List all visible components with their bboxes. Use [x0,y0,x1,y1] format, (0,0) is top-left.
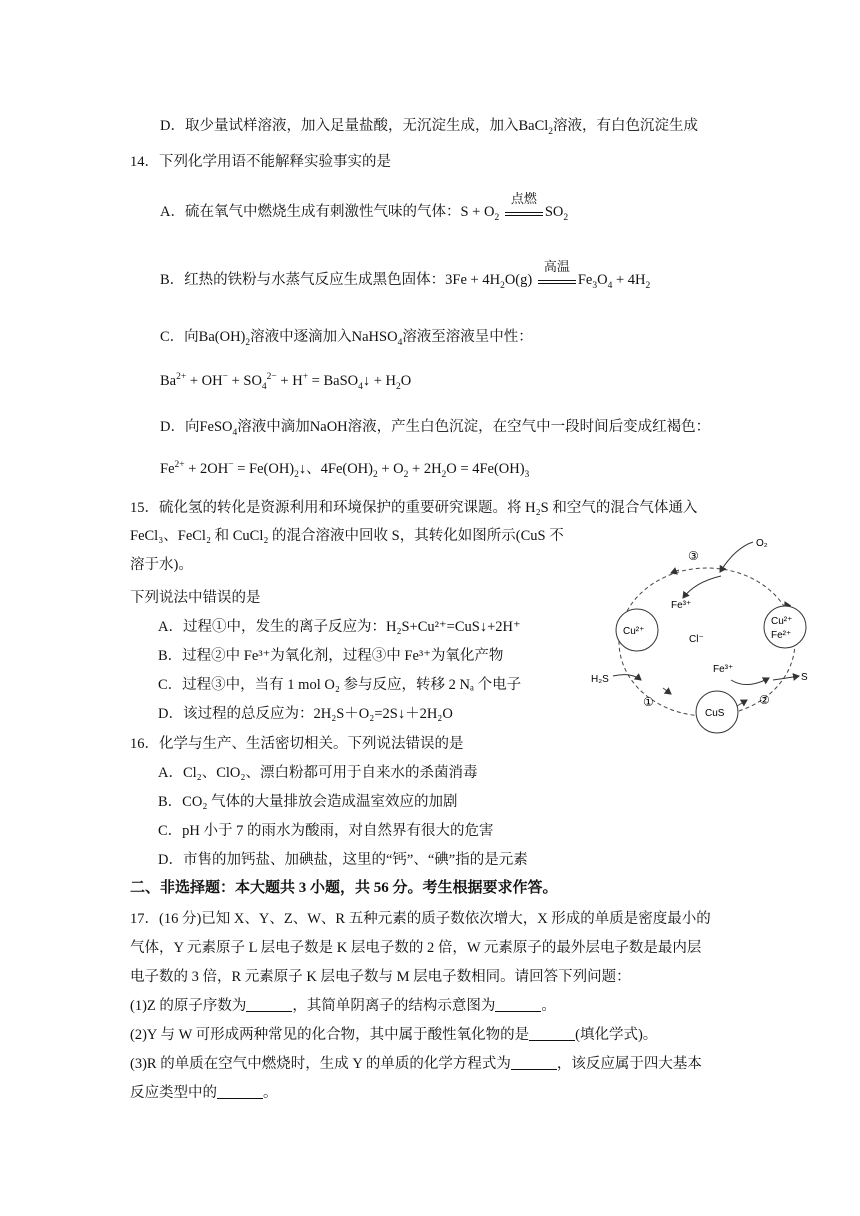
q15-stem-line4: 下列说法中错误的是 [130,590,261,606]
q17-line3: 电子数的 3 倍，R 元素原子 K 层电子数与 M 层电子数相同。请回答下列问题： [130,969,631,985]
sulfur-recovery-cycle-diagram [585,530,825,740]
q17-line1: 17．(16 分)已知 X、Y、Z、W、R 五种元素的质子数依次增大，X 形成的单质是密度最小的 [130,911,711,927]
q15-stem-line2: FeCl₃、FeCl₂ 和 CuCl₂ 的混合溶液中回收 S，其转化如图所示(CuS 不 [130,528,564,544]
q14-stem: 14．下列化学用语不能解释实验事实的是 [130,154,391,170]
cu-fe-top-label: Cu²⁺ [771,616,793,627]
q17-line2: 气体，Y 元素原子 L 层电子数是 K 层电子数的 2 倍，W 元素原子的最外层电子数是最内层 [130,940,702,956]
q16-stem: 16．化学与生产、生活密切相关。下列说法错误的是 [130,736,464,752]
answer-blank[interactable] [217,1084,263,1099]
answer-blank[interactable] [529,1026,575,1041]
q15-option-d: D．该过程的总反应为：2H₂S＋O₂=2S↓＋2H₂O [158,706,453,722]
q17-part2: (2)Y 与 W 可形成两种常见的化合物，其中属于酸性氧化物的是 (填化学式)。 [130,1027,658,1043]
h2s-label: H₂S [591,674,609,685]
q14-option-d: D．向FeSO$_4$溶液中滴加NaOH溶液，产生白色沉淀，在空气中一段时间后变成红褐色： [160,419,711,438]
q15-option-a: A．过程①中，发生的离子反应为：H₂S+Cu²⁺=CuS↓+2H⁺ [158,619,521,635]
q14-option-b: B．红热的铁粉与水蒸气反应生成黑色固体：$3Fe + 4H_2O(g)$ 高温 $Fe_3O_4 + 4H_2$ [160,258,651,291]
section-heading: 二、非选择题：本大题共 3 小题，共 56 分。考生根据要求作答。 [130,880,558,896]
q15-option-c: C．过程③中，当有 1 mol O₂ 参与反应，转移 2 Nₐ 个电子 [158,677,522,693]
cus-label: CuS [705,708,725,719]
cu2-label: Cu²⁺ [623,626,645,637]
step2-label: ② [759,693,770,707]
q17-part1: (1)Z 的原子序数为 ，其简单阴离子的结构示意图为 。 [130,998,556,1014]
reaction-condition: 点燃 [503,203,545,223]
answer-blank[interactable] [511,1055,557,1070]
q14-option-d-equation: $Fe^{2+} + 2OH^-$ = $Fe(OH)_2↓$、$4Fe(OH)_2 + O_2 + 2H_2O = 4Fe(OH)_3$ [160,460,530,480]
cu-fe-node [764,606,806,648]
q14-option-c: C．向$Ba(OH)_2$溶液中逐滴加入NaHSO$_4$溶液至溶液呈中性： [160,329,533,348]
s-label: S [801,672,808,683]
q16-option-c: C．pH 小于 7 的雨水为酸雨，对自然界有很大的危害 [158,823,494,839]
answer-blank[interactable] [246,997,292,1012]
q13-option-d: D．取少量试样溶液，加入足量盐酸，无沉淀生成，加入BaCl$_2$溶液，有白色沉淀生成 [160,118,699,137]
q17-part3: (3)R 的单质在空气中燃烧时，生成 Y 的单质的化学方程式为 ，该反应属于四大基本 [130,1056,702,1072]
q16-option-b: B．CO₂ 气体的大量排放会造成温室效应的加剧 [158,794,458,810]
q15-stem-line3: 溶于水)。 [130,557,193,573]
q14-option-c-equation: $Ba^{2+} + OH^- + SO_4^{2-} + H^+$ = BaSO$_4$↓ + $H_2O$ [160,372,412,392]
fe3-top-label: Fe³⁺ [671,600,692,611]
fe3-right-label: Fe³⁺ [713,664,734,675]
cl-label: Cl⁻ [689,634,704,645]
o2-label: O₂ [756,538,768,549]
step1-label: ① [643,695,654,709]
reaction-condition: 高温 [536,271,578,291]
answer-blank[interactable] [495,997,541,1012]
q15-option-b: B．过程②中 Fe³⁺为氧化剂，过程③中 Fe³⁺为氧化产物 [158,648,504,664]
q16-option-a: A．Cl₂、ClO₂、漂白粉都可用于自来水的杀菌消毒 [158,765,478,781]
cu-fe-bottom-label: Fe²⁺ [771,630,792,641]
q14-option-a: A．硫在氧气中燃烧生成有刺激性气味的气体：$S + O_2$ 点燃 $SO_2$ [160,190,569,223]
q16-option-d: D．市售的加钙盐、加碘盐，这里的“钙”、“碘”指的是元素 [158,852,528,868]
step3-label: ③ [688,549,699,563]
q15-stem-line1: 15．硫化氢的转化是资源利用和环境保护的重要研究课题。将 H₂S 和空气的混合气体通入 [130,500,698,516]
q17-part4: 反应类型中的 。 [130,1085,278,1101]
